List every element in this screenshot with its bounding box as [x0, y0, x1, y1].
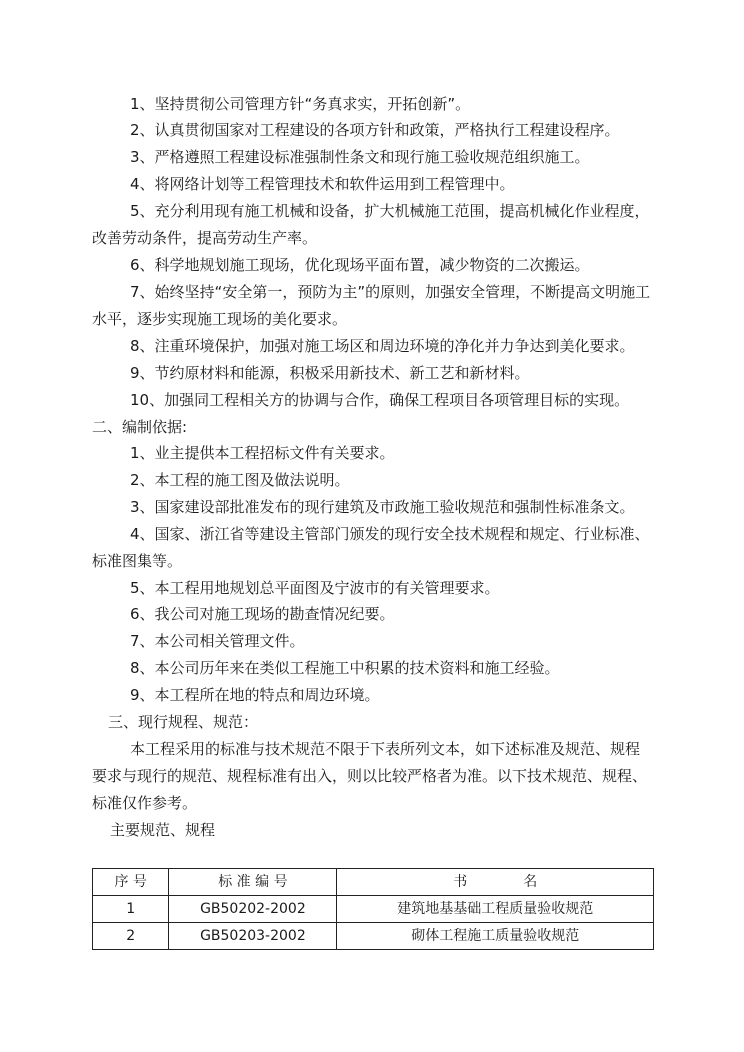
section3-heading: 三、现行规程、规范：: [108, 713, 259, 731]
section1-item-7: 7、始终坚持“安全第一，预防为主”的原则，加强安全管理，不断提高文明施工: [130, 283, 651, 301]
section1-item-10: 10、加强同工程相关方的协调与合作，确保工程项目各项管理目标的实现。: [130, 391, 630, 409]
section3-paragraph-line-1: 本工程采用的标准与技术规范不限于下表所列文本，如下述标准及规范、规程: [130, 740, 641, 758]
table-caption: 主要规范、规程: [110, 821, 216, 839]
section2-item-2: 2、本工程的施工图及做法说明。: [130, 471, 350, 489]
section1-item-1: 1、坚持贯彻公司管理方针“务真求实，开拓创新”。: [130, 95, 471, 113]
section1-item-6: 6、科学地规划施工现场，优化现场平面布置，减少物资的二次搬运。: [130, 256, 590, 274]
table-row: [93, 896, 654, 923]
section2-heading: 二、编制依据:: [92, 418, 188, 436]
section2-item-7: 7、本公司相关管理文件。: [130, 632, 305, 650]
section1-item-9: 9、节约原材料和能源，积极采用新技术、新工艺和新材料。: [130, 364, 530, 382]
cell-seq: 1: [93, 896, 169, 923]
section2-item-4-cont: 标准图集等。: [92, 552, 183, 570]
section1-item-8: 8、注重环境保护，加强对施工场区和周边环境的净化并力争达到美化要求。: [130, 337, 635, 355]
cell-seq: 2: [93, 923, 169, 950]
section2-item-8: 8、本公司历年来在类似工程施工中积累的技术资料和施工经验。: [130, 659, 560, 677]
section3-paragraph-line-2: 要求与现行的规范、规程标准有出入，则以比较严格者为准。以下技术规范、规程、: [92, 767, 648, 785]
cell-name: 建筑地基基础工程质量验收规范: [337, 896, 654, 923]
table-row: [93, 923, 654, 950]
section1-item-4: 4、将网络计划等工程管理技术和软件运用到工程管理中。: [130, 175, 515, 193]
section2-item-6: 6、我公司对施工现场的勘查情况纪要。: [130, 605, 395, 623]
section1-item-7-cont: 水平，逐步实现施工现场的美化要求。: [92, 310, 348, 328]
section2-item-4: 4、国家、浙江省等建设主管部门颁发的现行安全技术规程和规定、行业标准、: [130, 525, 650, 543]
section1-item-2: 2、认真贯彻国家对工程建设的各项方针和政策，严格执行工程建设程序。: [130, 121, 620, 139]
table-header-row: [93, 869, 654, 896]
header-code: 标 准 编 号: [169, 869, 337, 896]
section1-item-5-cont: 改善劳动条件，提高劳动生产率。: [92, 229, 318, 247]
section2-item-1: 1、业主提供本工程招标文件有关要求。: [130, 444, 395, 462]
cell-name: 砌体工程施工质量验收规范: [337, 923, 654, 950]
header-name: 书 名: [337, 869, 654, 896]
section2-item-9: 9、本工程所在地的特点和周边环境。: [130, 686, 380, 704]
header-seq: 序 号: [93, 869, 169, 896]
section1-item-5: 5、充分利用现有施工机械和设备，扩大机械施工范围，提高机械化作业程度，: [130, 202, 650, 220]
section2-item-3: 3、国家建设部批准发布的现行建筑及市政施工验收规范和强制性标准条文。: [130, 498, 635, 516]
standards-table: [92, 868, 654, 950]
cell-code: GB50202-2002: [169, 896, 337, 923]
section2-item-5: 5、本工程用地规划总平面图及宁波市的有关管理要求。: [130, 579, 500, 597]
section3-paragraph-line-3: 标准仅作参考。: [92, 794, 198, 812]
section1-item-3: 3、严格遵照工程建设标准强制性条文和现行施工验收规范组织施工。: [130, 148, 590, 166]
cell-code: GB50203-2002: [169, 923, 337, 950]
